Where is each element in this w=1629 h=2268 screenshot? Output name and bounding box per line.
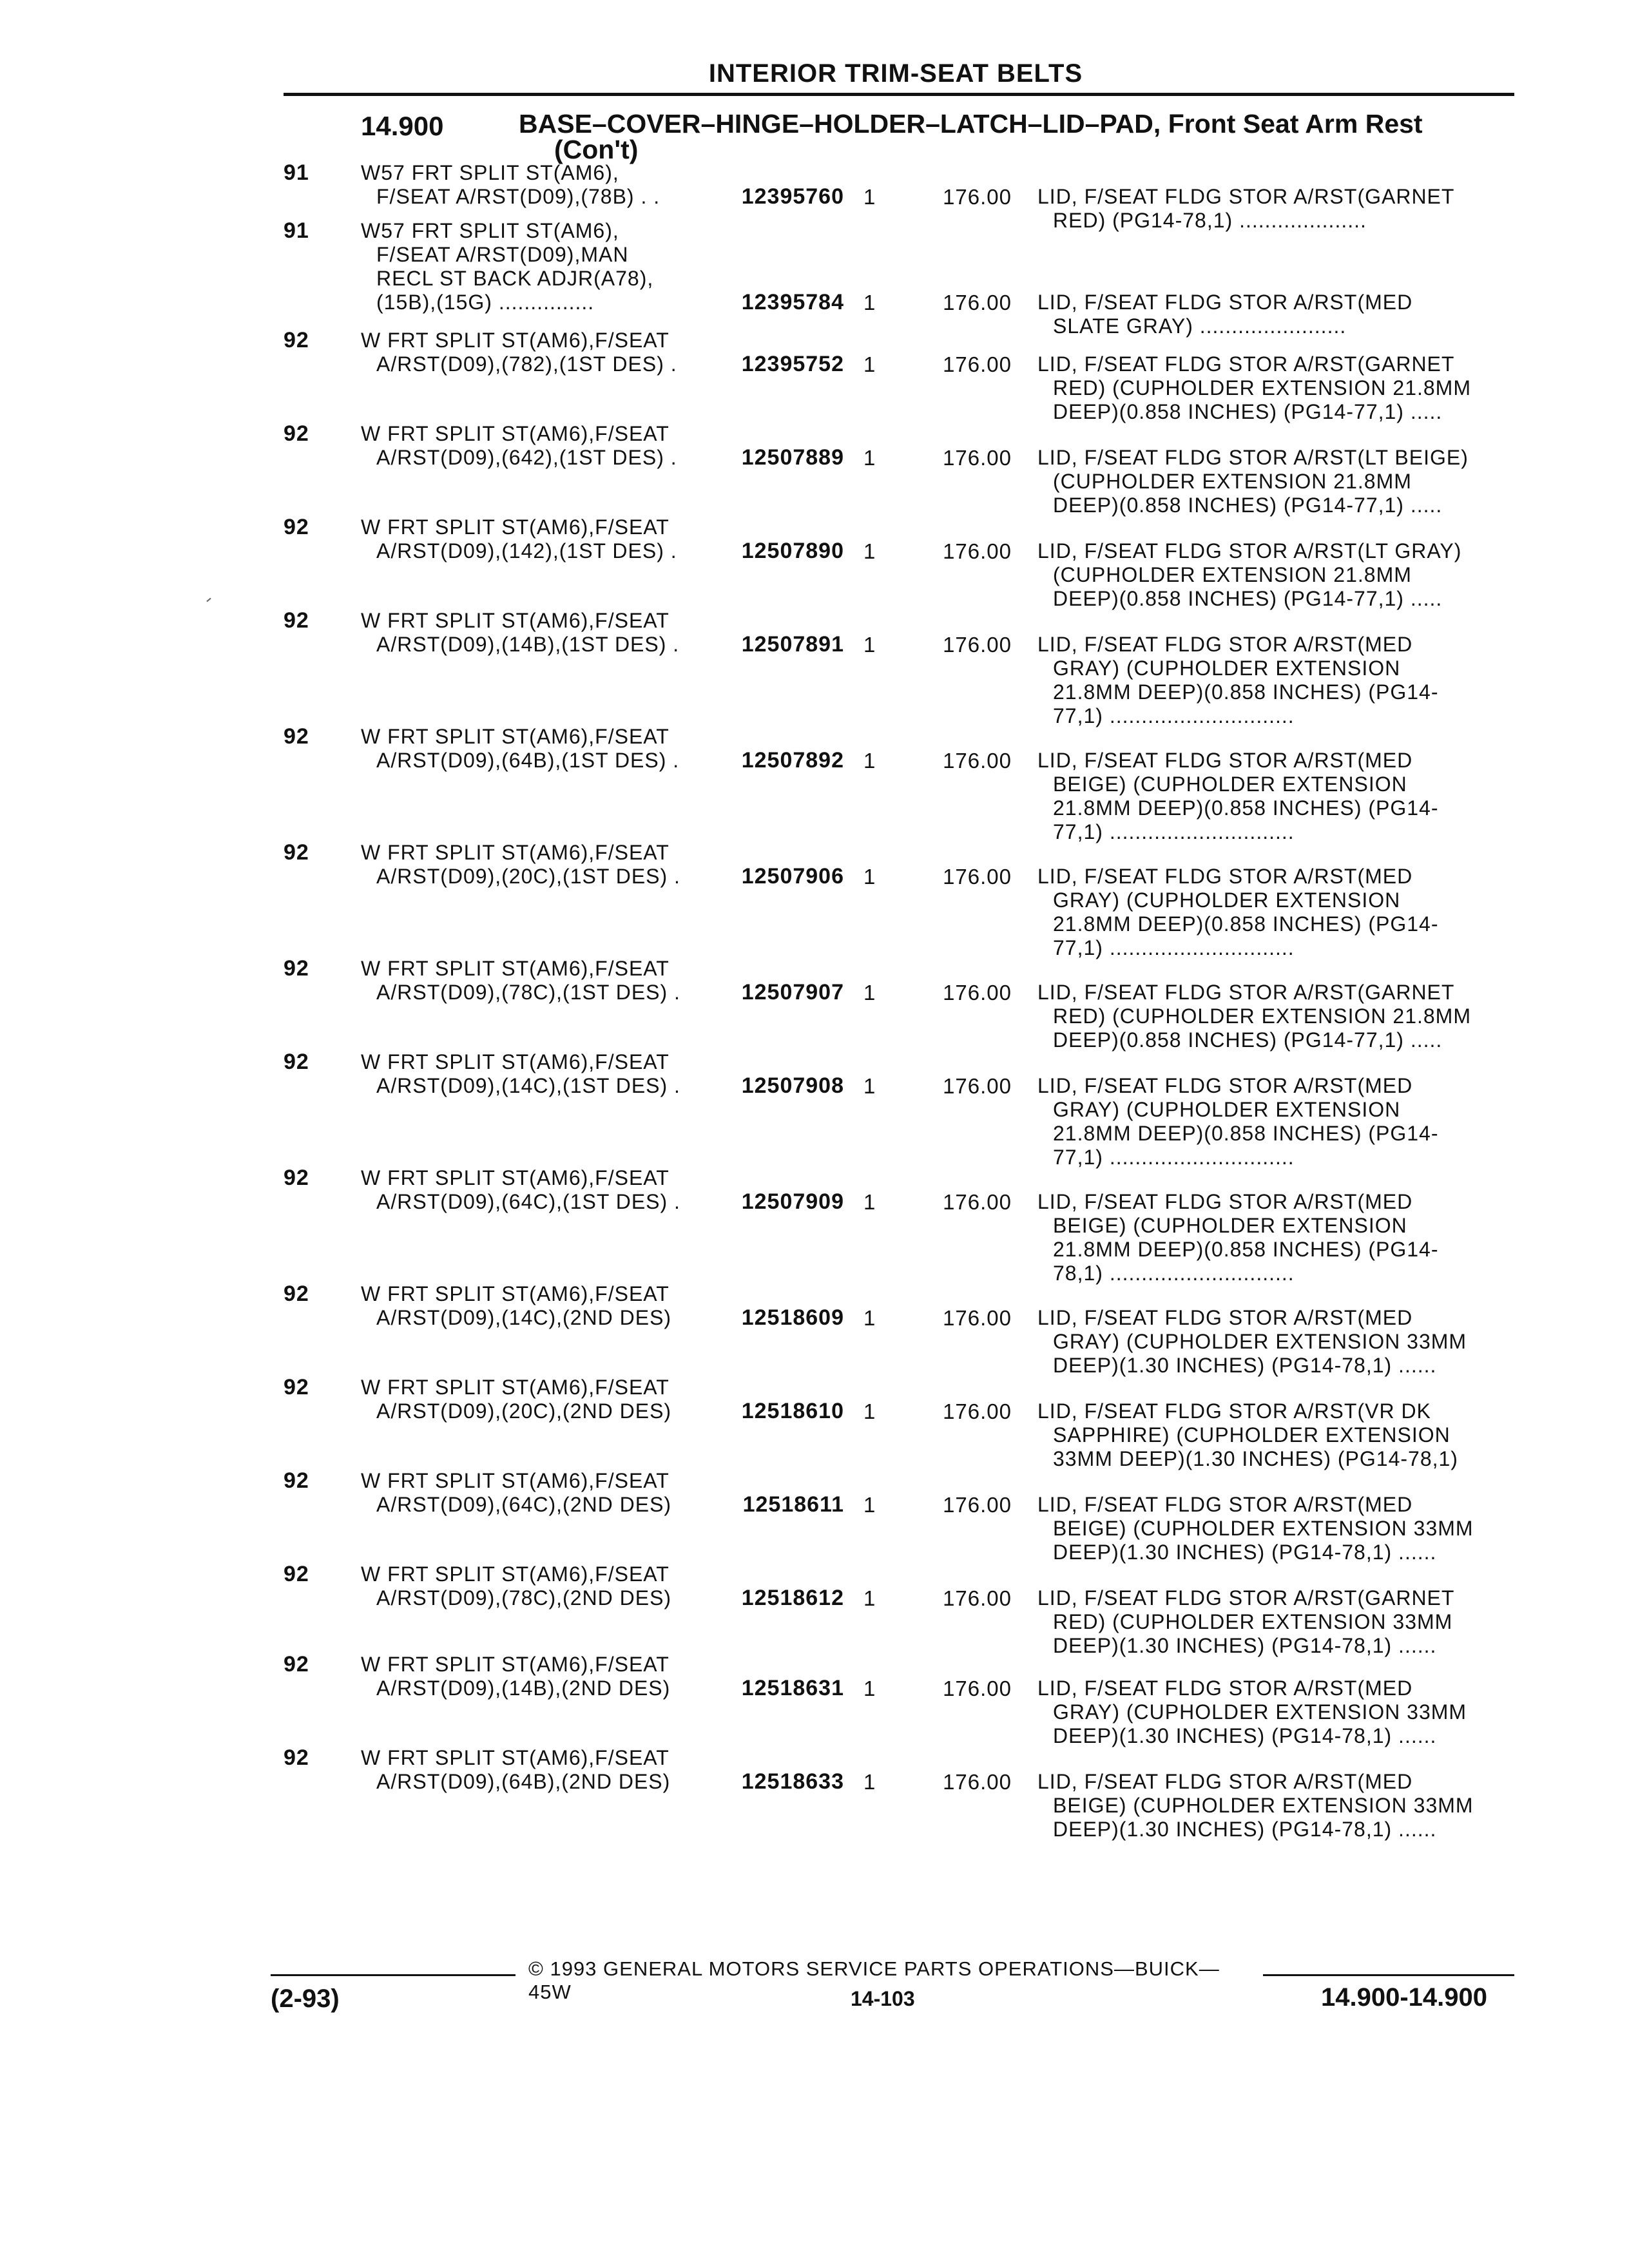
usage-line: F/SEAT A/RST(D09),(78B) . .: [376, 185, 660, 208]
quantity: 1: [863, 1190, 876, 1214]
usage-line: A/RST(D09),(14B),(1ST DES) .: [376, 633, 680, 656]
price-value: 176.00: [943, 1306, 1012, 1330]
part-description: [1037, 1770, 1514, 1841]
usage-line: W FRT SPLIT ST(AM6),F/SEAT: [361, 1469, 670, 1492]
part-number: 12518612: [741, 1586, 844, 1610]
quantity: 1: [863, 749, 876, 773]
description-line: 77,1) .............................: [1053, 820, 1295, 843]
part-description: [1037, 185, 1514, 233]
quantity: 1: [863, 1306, 876, 1330]
quantity: 1: [863, 352, 876, 376]
description-line: BEIGE) (CUPHOLDER EXTENSION: [1053, 773, 1407, 796]
quantity: 1: [863, 1770, 876, 1794]
price-value: 176.00: [943, 539, 1012, 563]
price-value: 176.00: [943, 1074, 1012, 1098]
description-line: RED) (CUPHOLDER EXTENSION 21.8MM: [1053, 1004, 1471, 1028]
usage-description: [361, 422, 709, 470]
part-number: 12395784: [741, 290, 844, 314]
part-description: [1037, 446, 1514, 517]
section-title-text: BASE–COVER–HINGE–HOLDER–LATCH–LID–PAD, Front Seat Arm Rest: [519, 109, 1423, 139]
quantity: 1: [863, 539, 876, 563]
description-line: GRAY) (CUPHOLDER EXTENSION: [1053, 889, 1401, 912]
ref-number: 92: [284, 1166, 309, 1190]
description-line: LID, F/SEAT FLDG STOR A/RST(MED: [1037, 291, 1413, 314]
description-line: RED) (CUPHOLDER EXTENSION 21.8MM: [1053, 376, 1471, 399]
part-number: 12395752: [741, 352, 844, 376]
price-value: 176.00: [943, 865, 1012, 889]
section-continued: (Con't): [554, 135, 639, 164]
usage-line: W FRT SPLIT ST(AM6),F/SEAT: [361, 1562, 670, 1586]
description-line: DEEP)(0.858 INCHES) (PG14-77,1) .....: [1053, 494, 1443, 517]
description-line: LID, F/SEAT FLDG STOR A/RST(GARNET: [1037, 185, 1455, 208]
price-value: 176.00: [943, 1190, 1012, 1214]
usage-line: A/RST(D09),(14C),(2ND DES): [376, 1306, 672, 1329]
part-description: [1037, 291, 1514, 338]
usage-line: A/RST(D09),(64B),(2ND DES): [376, 1770, 671, 1793]
quantity: 1: [863, 633, 876, 657]
usage-description: [361, 219, 709, 314]
description-line: LID, F/SEAT FLDG STOR A/RST(LT BEIGE): [1037, 446, 1469, 469]
description-line: BEIGE) (CUPHOLDER EXTENSION 33MM: [1053, 1517, 1474, 1540]
price-value: 176.00: [943, 352, 1012, 376]
usage-line: A/RST(D09),(20C),(2ND DES): [376, 1399, 672, 1423]
usage-line: W57 FRT SPLIT ST(AM6),: [361, 161, 619, 184]
usage-line: W FRT SPLIT ST(AM6),F/SEAT: [361, 1746, 670, 1769]
description-line: 21.8MM DEEP)(0.858 INCHES) (PG14-: [1053, 912, 1439, 936]
usage-line: W FRT SPLIT ST(AM6),F/SEAT: [361, 1166, 670, 1189]
usage-line: A/RST(D09),(78C),(1ST DES) .: [376, 981, 680, 1004]
quantity: 1: [863, 185, 876, 209]
description-line: SAPPHIRE) (CUPHOLDER EXTENSION: [1053, 1423, 1451, 1446]
description-line: LID, F/SEAT FLDG STOR A/RST(MED: [1037, 865, 1413, 888]
description-line: 77,1) .............................: [1053, 936, 1295, 959]
part-number: 12518633: [741, 1769, 844, 1794]
part-description: [1037, 539, 1514, 611]
usage-line: A/RST(D09),(64B),(1ST DES) .: [376, 749, 680, 772]
description-line: DEEP)(0.858 INCHES) (PG14-77,1) .....: [1053, 1028, 1443, 1052]
price-value: 176.00: [943, 291, 1012, 314]
usage-description: [361, 161, 709, 209]
part-number: 12518631: [741, 1676, 844, 1700]
description-line: LID, F/SEAT FLDG STOR A/RST(MED: [1037, 1074, 1413, 1097]
price-value: 176.00: [943, 1399, 1012, 1423]
price-value: 176.00: [943, 446, 1012, 470]
part-number: 12507891: [741, 632, 844, 657]
usage-line: W FRT SPLIT ST(AM6),F/SEAT: [361, 957, 670, 980]
usage-line: W FRT SPLIT ST(AM6),F/SEAT: [361, 422, 670, 445]
price-value: 176.00: [943, 749, 1012, 773]
description-line: DEEP)(1.30 INCHES) (PG14-78,1) ......: [1053, 1541, 1437, 1564]
part-description: [1037, 1399, 1514, 1471]
description-line: 33MM DEEP)(1.30 INCHES) (PG14-78,1): [1053, 1447, 1458, 1470]
usage-description: [361, 329, 709, 376]
part-description: [1037, 1190, 1514, 1285]
ref-number: 92: [284, 956, 309, 981]
description-line: LID, F/SEAT FLDG STOR A/RST(MED: [1037, 1190, 1413, 1213]
description-line: DEEP)(0.858 INCHES) (PG14-77,1) .....: [1053, 587, 1443, 610]
part-description: [1037, 1677, 1514, 1748]
description-line: LID, F/SEAT FLDG STOR A/RST(MED: [1037, 1770, 1413, 1793]
part-description: [1037, 749, 1514, 844]
quantity: 1: [863, 1399, 876, 1423]
usage-line: A/RST(D09),(64C),(2ND DES): [376, 1493, 672, 1516]
description-line: GRAY) (CUPHOLDER EXTENSION: [1053, 1098, 1401, 1121]
description-line: 77,1) .............................: [1053, 1146, 1295, 1169]
usage-description: [361, 1653, 709, 1700]
price-value: 176.00: [943, 981, 1012, 1004]
price-value: 176.00: [943, 1586, 1012, 1610]
description-line: BEIGE) (CUPHOLDER EXTENSION 33MM: [1053, 1794, 1474, 1817]
description-line: LID, F/SEAT FLDG STOR A/RST(MED: [1037, 633, 1413, 656]
quantity: 1: [863, 1074, 876, 1098]
ref-number: 91: [284, 218, 309, 243]
footer-page-number: 14-103: [851, 1987, 915, 2010]
description-line: GRAY) (CUPHOLDER EXTENSION: [1053, 657, 1401, 680]
usage-line: W FRT SPLIT ST(AM6),F/SEAT: [361, 1282, 670, 1305]
usage-line: W FRT SPLIT ST(AM6),F/SEAT: [361, 609, 670, 632]
usage-line: A/RST(D09),(782),(1ST DES) .: [376, 352, 677, 376]
description-line: RED) (PG14-78,1) ....................: [1053, 209, 1367, 232]
usage-line: W FRT SPLIT ST(AM6),F/SEAT: [361, 1376, 670, 1399]
description-line: 77,1) .............................: [1053, 704, 1295, 727]
description-line: DEEP)(1.30 INCHES) (PG14-78,1) ......: [1053, 1724, 1437, 1747]
description-line: LID, F/SEAT FLDG STOR A/RST(LT GRAY): [1037, 539, 1462, 562]
description-line: (CUPHOLDER EXTENSION 21.8MM: [1053, 470, 1412, 493]
footer-section-range: 14.900-14.900: [1321, 1983, 1488, 2012]
usage-line: A/RST(D09),(642),(1ST DES) .: [376, 446, 677, 469]
usage-line: W FRT SPLIT ST(AM6),F/SEAT: [361, 1050, 670, 1073]
price-value: 176.00: [943, 1677, 1012, 1700]
usage-description: [361, 1050, 709, 1098]
description-line: LID, F/SEAT FLDG STOR A/RST(GARNET: [1037, 1586, 1455, 1610]
part-number: 12507906: [741, 864, 844, 889]
usage-description: [361, 1282, 709, 1330]
usage-line: W FRT SPLIT ST(AM6),F/SEAT: [361, 1653, 670, 1676]
footer-date: (2-93): [271, 1984, 340, 2013]
description-line: LID, F/SEAT FLDG STOR A/RST(MED: [1037, 749, 1413, 772]
usage-line: A/RST(D09),(142),(1ST DES) .: [376, 539, 677, 562]
usage-description: [361, 609, 709, 657]
description-line: LID, F/SEAT FLDG STOR A/RST(VR DK: [1037, 1399, 1431, 1423]
part-description: [1037, 981, 1514, 1052]
quantity: 1: [863, 1586, 876, 1610]
usage-line: W FRT SPLIT ST(AM6),F/SEAT: [361, 725, 670, 748]
part-description: [1037, 1306, 1514, 1378]
description-line: BEIGE) (CUPHOLDER EXTENSION: [1053, 1214, 1407, 1237]
description-line: DEEP)(1.30 INCHES) (PG14-78,1) ......: [1053, 1634, 1437, 1657]
footer-rule-right: [1263, 1974, 1514, 1976]
description-line: LID, F/SEAT FLDG STOR A/RST(GARNET: [1037, 352, 1455, 376]
footer-rule-left: [271, 1974, 516, 1976]
description-line: 78,1) .............................: [1053, 1262, 1295, 1285]
usage-line: F/SEAT A/RST(D09),MAN: [376, 243, 629, 266]
ref-number: 92: [284, 1050, 309, 1074]
usage-description: [361, 1562, 709, 1610]
usage-line: W FRT SPLIT ST(AM6),F/SEAT: [361, 841, 670, 864]
ref-number: 92: [284, 1282, 309, 1306]
usage-description: [361, 841, 709, 889]
description-line: LID, F/SEAT FLDG STOR A/RST(MED: [1037, 1493, 1413, 1516]
usage-description: [361, 1166, 709, 1214]
usage-line: A/RST(D09),(20C),(1ST DES) .: [376, 865, 680, 888]
description-line: LID, F/SEAT FLDG STOR A/RST(MED: [1037, 1677, 1413, 1700]
section-number: 14.900: [361, 111, 444, 141]
ref-number: 92: [284, 840, 309, 865]
description-line: GRAY) (CUPHOLDER EXTENSION 33MM: [1053, 1700, 1467, 1724]
part-number: 12518611: [742, 1492, 844, 1517]
usage-description: [361, 1376, 709, 1423]
footer-copyright: © 1993 GENERAL MOTORS SERVICE PARTS OPERATIONS—BUICK—45W: [528, 1957, 1220, 2003]
part-number: 12507907: [741, 980, 844, 1004]
description-line: DEEP)(0.858 INCHES) (PG14-77,1) .....: [1053, 400, 1443, 423]
usage-line: W FRT SPLIT ST(AM6),F/SEAT: [361, 515, 670, 539]
ref-number: 92: [284, 1562, 309, 1586]
description-line: SLATE GRAY) .......................: [1053, 314, 1347, 338]
usage-description: [361, 957, 709, 1004]
description-line: GRAY) (CUPHOLDER EXTENSION 33MM: [1053, 1330, 1467, 1353]
usage-line: W FRT SPLIT ST(AM6),F/SEAT: [361, 329, 670, 352]
quantity: 1: [863, 981, 876, 1004]
part-description: [1037, 865, 1514, 960]
ref-number: 91: [284, 160, 309, 185]
ref-number: 92: [284, 608, 309, 633]
description-line: LID, F/SEAT FLDG STOR A/RST(GARNET: [1037, 981, 1455, 1004]
usage-description: [361, 1469, 709, 1517]
description-line: LID, F/SEAT FLDG STOR A/RST(MED: [1037, 1306, 1413, 1329]
quantity: 1: [863, 446, 876, 470]
ref-number: 92: [284, 1652, 309, 1677]
ref-number: 92: [284, 1468, 309, 1493]
usage-description: [361, 725, 709, 773]
quantity: 1: [863, 865, 876, 889]
part-description: [1037, 352, 1514, 424]
price-value: 176.00: [943, 185, 1012, 209]
part-number: 12507889: [741, 445, 844, 470]
usage-description: [361, 1746, 709, 1794]
ref-number: 92: [284, 1745, 309, 1770]
price-value: 176.00: [943, 1770, 1012, 1794]
part-description: [1037, 633, 1514, 728]
ref-number: 92: [284, 421, 309, 446]
usage-line: (15B),(15G) ...............: [376, 291, 595, 314]
description-line: 21.8MM DEEP)(0.858 INCHES) (PG14-: [1053, 680, 1439, 704]
part-number: 12507892: [741, 748, 844, 773]
usage-line: A/RST(D09),(78C),(2ND DES): [376, 1586, 672, 1610]
part-description: [1037, 1074, 1514, 1169]
description-line: DEEP)(1.30 INCHES) (PG14-78,1) ......: [1053, 1354, 1437, 1377]
ref-number: 92: [284, 1375, 309, 1399]
description-line: DEEP)(1.30 INCHES) (PG14-78,1) ......: [1053, 1818, 1437, 1841]
usage-description: [361, 515, 709, 563]
ref-number: 92: [284, 328, 309, 352]
quantity: 1: [863, 1677, 876, 1700]
description-line: 21.8MM DEEP)(0.858 INCHES) (PG14-: [1053, 1122, 1439, 1145]
part-number: 12518609: [741, 1305, 844, 1330]
description-line: 21.8MM DEEP)(0.858 INCHES) (PG14-: [1053, 796, 1439, 820]
part-description: [1037, 1493, 1514, 1564]
quantity: 1: [863, 1493, 876, 1517]
page-header: INTERIOR TRIM-SEAT BELTS: [708, 59, 1083, 88]
usage-line: RECL ST BACK ADJR(A78),: [376, 267, 654, 290]
part-number: 12507890: [741, 539, 844, 563]
part-number: 12507908: [741, 1073, 844, 1098]
part-number: 12507909: [741, 1189, 844, 1214]
usage-line: A/RST(D09),(64C),(1ST DES) .: [376, 1190, 680, 1213]
quantity: 1: [863, 291, 876, 314]
ref-number: 92: [284, 724, 309, 749]
usage-line: A/RST(D09),(14C),(1ST DES) .: [376, 1074, 680, 1097]
price-value: 176.00: [943, 1493, 1012, 1517]
description-line: (CUPHOLDER EXTENSION 21.8MM: [1053, 563, 1412, 586]
price-value: 176.00: [943, 633, 1012, 657]
part-number: 12395760: [741, 184, 844, 209]
part-description: [1037, 1586, 1514, 1658]
ref-number: 92: [284, 515, 309, 539]
description-line: RED) (CUPHOLDER EXTENSION 33MM: [1053, 1610, 1453, 1633]
usage-line: A/RST(D09),(14B),(2ND DES): [376, 1677, 671, 1700]
usage-line: W57 FRT SPLIT ST(AM6),: [361, 219, 619, 242]
description-line: 21.8MM DEEP)(0.858 INCHES) (PG14-: [1053, 1238, 1439, 1261]
part-number: 12518610: [741, 1399, 844, 1423]
